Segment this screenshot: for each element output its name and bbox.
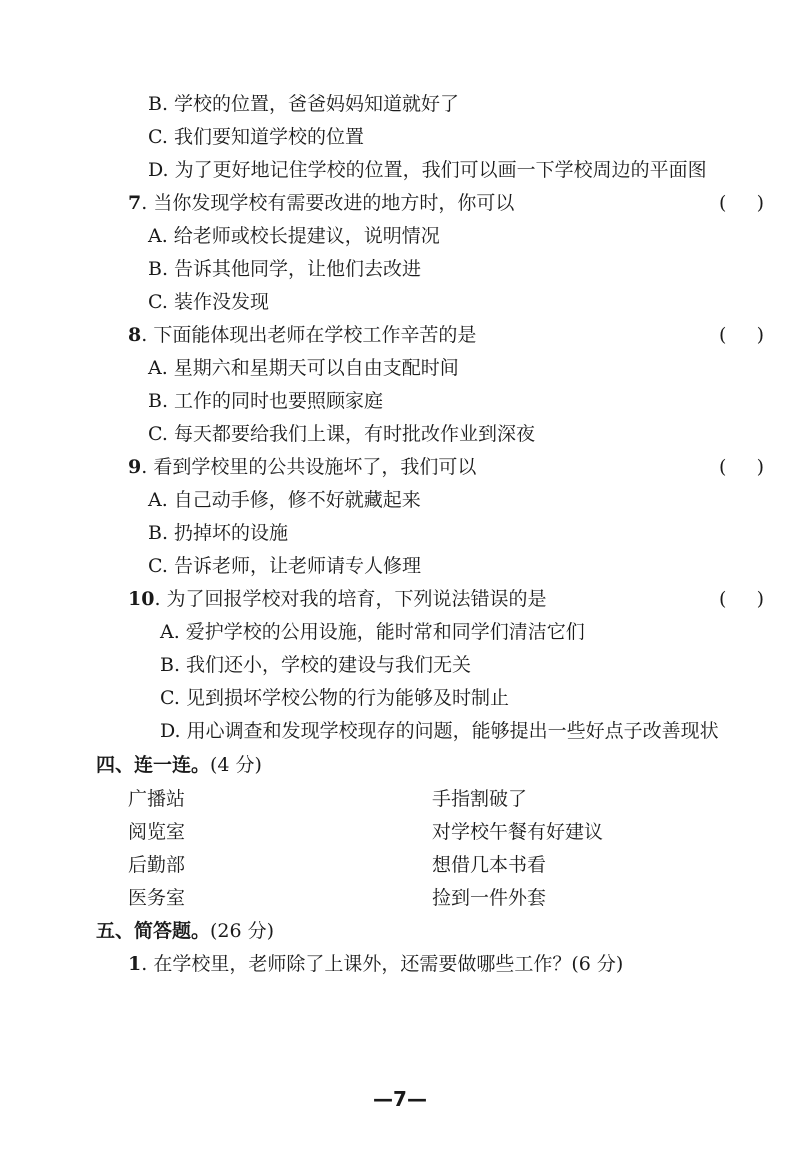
q8-option-b: B. 工作的同时也要照顾家庭 <box>148 390 384 412</box>
match-right-item[interactable]: 想借几本书看 <box>432 854 547 876</box>
q10-stem: . 为了回报学校对我的培育，下列说法错误的是 <box>154 588 547 610</box>
q7-answer-paren[interactable]: ( ) <box>718 192 764 214</box>
q10-option-a: A. 爱护学校的公用设施，能时常和同学们清洁它们 <box>160 621 585 643</box>
q9-option-a: A. 自己动手修，修不好就藏起来 <box>148 489 421 511</box>
q6-option-b: B. 学校的位置，爸爸妈妈知道就好了 <box>148 93 460 115</box>
section5-q1 <box>128 952 623 976</box>
q8-option-a: A. 星期六和星期天可以自由支配时间 <box>148 357 459 379</box>
q8-stem-line <box>128 323 476 347</box>
q10-stem-line <box>128 587 547 611</box>
q8-answer-paren[interactable]: ( ) <box>718 324 764 346</box>
q7-stem: . 当你发现学校有需要改进的地方时，你可以 <box>141 192 515 214</box>
q10-option-d: D. 用心调查和发现学校现存的问题，能够提出一些好点子改善现状 <box>160 720 719 742</box>
q7-option-a: A. 给老师或校长提建议，说明情况 <box>148 225 440 247</box>
q9-stem-line <box>128 455 476 479</box>
section5-heading <box>96 919 274 943</box>
page-number: —7— <box>373 1087 427 1111</box>
q10-answer-paren[interactable]: ( ) <box>718 588 764 610</box>
q8-option-c: C. 每天都要给我们上课，有时批改作业到深夜 <box>148 423 535 445</box>
q7-option-c: C. 装作没发现 <box>148 291 269 313</box>
section4-heading <box>96 753 262 777</box>
q7-stem-line <box>128 191 514 215</box>
section4-title: 四、连一连。 <box>96 754 211 776</box>
q10-number: 10 <box>128 588 155 610</box>
q9-option-c: C. 告诉老师，让老师请专人修理 <box>148 555 421 577</box>
q10-option-c: C. 见到损坏学校公物的行为能够及时制止 <box>160 687 509 709</box>
match-right-item[interactable]: 捡到一件外套 <box>432 887 547 909</box>
q6-option-c: C. 我们要知道学校的位置 <box>148 126 364 148</box>
q9-number: 9 <box>128 456 142 478</box>
q8-stem: . 下面能体现出老师在学校工作辛苦的是 <box>141 324 477 346</box>
q9-option-b: B. 扔掉坏的设施 <box>148 522 289 544</box>
section5-points: (26 分) <box>210 920 275 942</box>
q10-option-b: B. 我们还小，学校的建设与我们无关 <box>160 654 472 676</box>
q7-number: 7 <box>128 192 142 214</box>
q6-option-d: D. 为了更好地记住学校的位置，我们可以画一下学校周边的平面图 <box>148 159 707 181</box>
section4-points: (4 分) <box>210 754 262 776</box>
q7-option-b: B. 告诉其他同学，让他们去改进 <box>148 258 422 280</box>
match-left-item[interactable]: 阅览室 <box>128 821 186 843</box>
section5-title: 五、简答题。 <box>96 920 211 942</box>
q9-stem: . 看到学校里的公共设施坏了，我们可以 <box>141 456 477 478</box>
match-left-item[interactable]: 广播站 <box>128 788 186 810</box>
match-right-item[interactable]: 手指割破了 <box>432 788 528 810</box>
match-left-item[interactable]: 后勤部 <box>128 854 186 876</box>
q9-answer-paren[interactable]: ( ) <box>718 456 764 478</box>
match-right-item[interactable]: 对学校午餐有好建议 <box>432 821 604 843</box>
match-left-item[interactable]: 医务室 <box>128 887 186 909</box>
section5-q1-text: . 在学校里，老师除了上课外，还需要做哪些工作？(6 分) <box>141 953 624 975</box>
section5-q1-number: 1 <box>128 953 142 975</box>
q8-number: 8 <box>128 324 142 346</box>
